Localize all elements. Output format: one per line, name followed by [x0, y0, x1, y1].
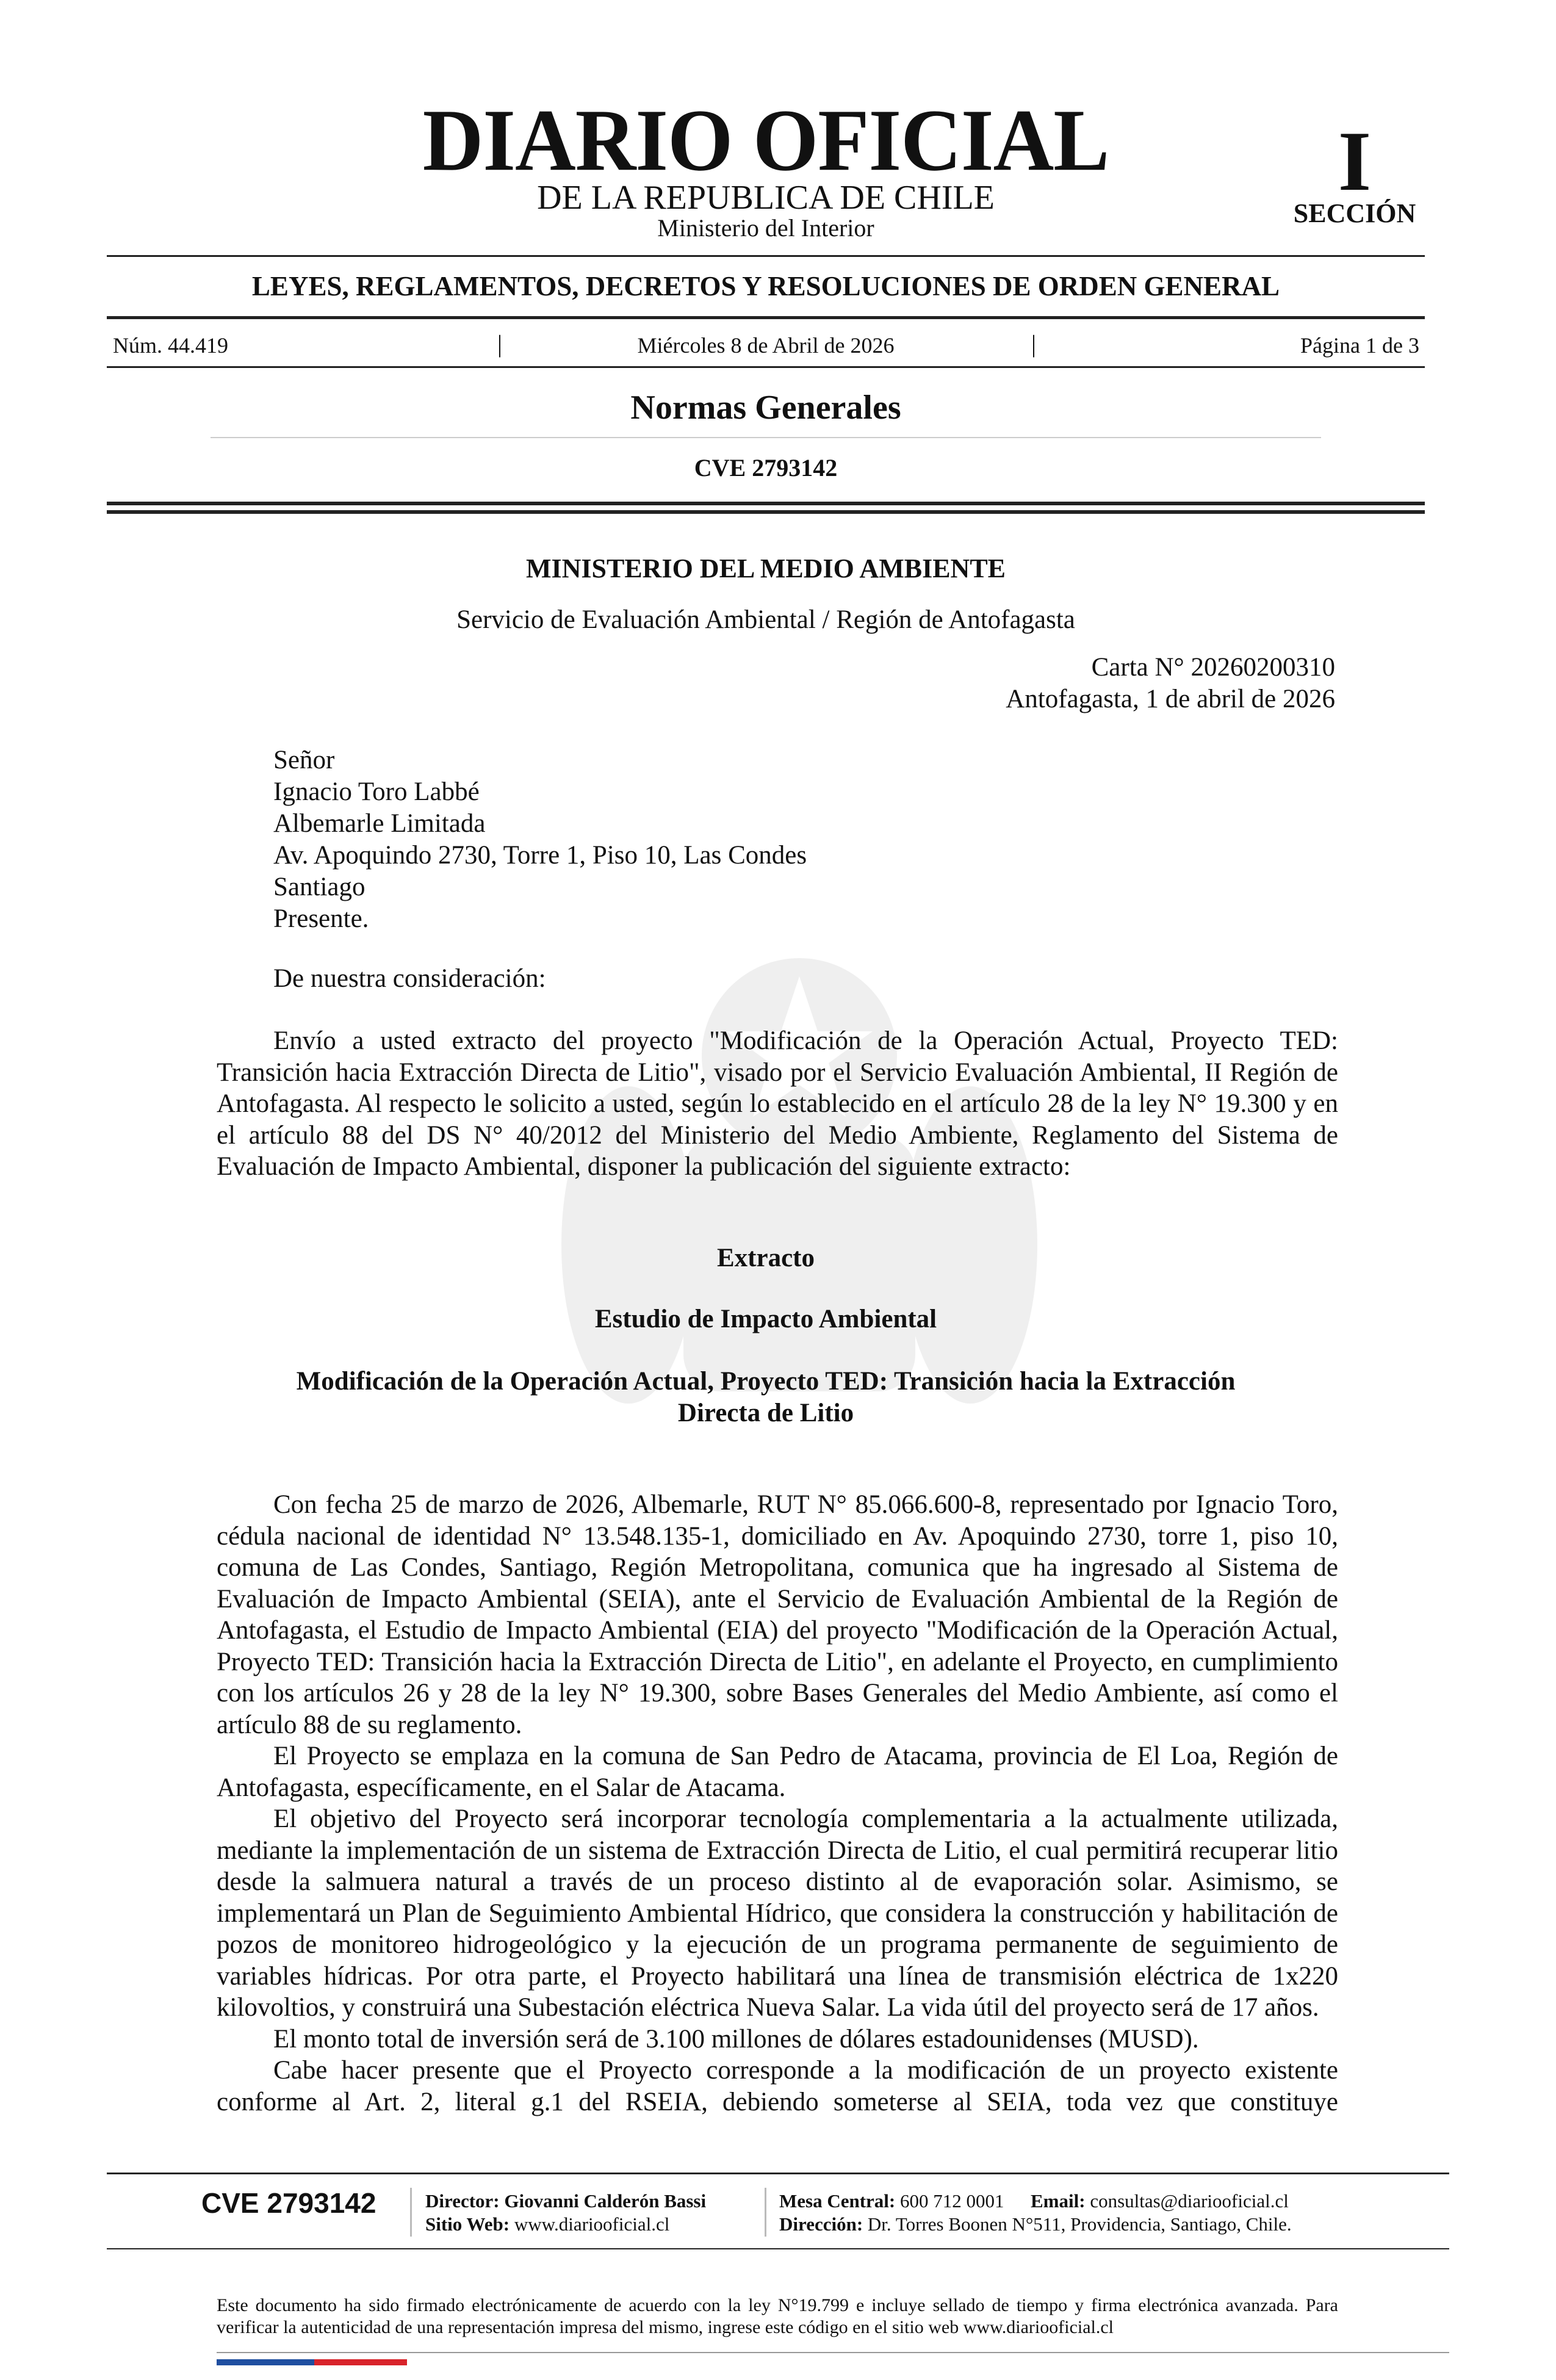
greeting: De nuestra consideración:: [273, 964, 546, 993]
footer-rule-bottom: [217, 2352, 1449, 2353]
footer-director: [425, 2190, 706, 2213]
extract-paragraph: Con fecha 25 de marzo de 2026, Albemarle, RUT N° 85.066.600-8, representado por Ignacio Toro, cédula nacional de identidad N° 13.548.135-1, domiciliado en Av. Apoquindo 2730, torre 1, piso 10, comuna de Las Condes, Santiago, Región Metropolitana, comunica que ha ingresado al Sistema de Evaluación de Impacto Ambiental (SEIA), ante el Servicio de Evaluación Ambiental de la Región de Antofagasta, el Estudio de Impacto Ambiental (EIA) del proyecto "Modificación de la Operación Actual, Proyecto TED: Transición hacia la Extracción Directa de Litio", en adelante el Proyecto, en cumplimiento con los artículos 26 y 28 de la ley N° 19.300, sobre Bases Generales del Medio Ambiente, así como el artículo 88 de su reglamento.: [217, 1490, 1338, 1739]
issue-separator: |: [497, 330, 503, 358]
section-number: I: [1338, 114, 1372, 209]
page-number: Página 1 de 3: [1300, 333, 1419, 358]
publisher-ministry: Ministerio del Interior: [657, 214, 874, 242]
footer-address: [779, 2213, 1292, 2236]
addressee-line: Av. Apoquindo 2730, Torre 1, Piso 10, Las Condes: [273, 841, 807, 870]
double-rule-bottom: [107, 510, 1425, 514]
addressee-line: Presente.: [273, 904, 369, 933]
cve-code: CVE 2793142: [694, 454, 838, 481]
section-title-rule: [211, 437, 1321, 438]
footer-contact: [779, 2190, 1289, 2213]
email-label: Email:: [1031, 2190, 1086, 2212]
flag-stripe-red: [314, 2359, 407, 2365]
footer-cve-code: CVE 2793142: [201, 2187, 376, 2219]
addressee-line: Santiago: [273, 873, 366, 901]
addressee-line: Señor: [273, 746, 335, 774]
issue-date: Miércoles 8 de Abril de 2026: [637, 333, 895, 358]
letter-place-date: Antofagasta, 1 de abril de 2026: [1006, 685, 1335, 713]
footer-website: [425, 2213, 669, 2236]
extract-paragraph: Cabe hacer presente que el Proyecto corresponde a la modificación de un proyecto existente conforme al Art. 2, literal g.1 del RSEIA, debiendo someterse al SEIA, toda vez que constituye: [217, 2056, 1338, 2116]
issue-number: Núm. 44.419: [113, 333, 228, 358]
study-type-heading: Estudio de Impacto Ambiental: [594, 1305, 937, 1333]
director-name: Giovanni Calderón Bassi: [504, 2190, 707, 2212]
addressee-block: [273, 745, 807, 935]
address-label: Dirección:: [779, 2213, 863, 2235]
footer-divider: [410, 2188, 412, 2237]
project-title: Modificación de la Operación Actual, Proyecto TED: Transición hacia la Extracción Directa de Litio: [296, 1367, 1236, 1427]
extract-heading: Extracto: [717, 1244, 815, 1272]
double-rule-top: [107, 502, 1425, 505]
footer-rule-mid: [107, 2248, 1449, 2249]
email-address[interactable]: consultas@diariooficial.cl: [1090, 2190, 1289, 2212]
phone-number: 600 712 0001: [900, 2190, 1004, 2212]
footer-divider: [765, 2188, 766, 2237]
service-line: Servicio de Evaluación Ambiental / Región de Antofagasta: [456, 605, 1075, 634]
website-label: Sitio Web:: [425, 2213, 510, 2235]
issue-rule: [107, 366, 1425, 368]
signature-disclaimer: Este documento ha sido firmado electrónicamente de acuerdo con la ley N°19.799 e incluye sellado de tiempo y firma electrónica avanzada. Para verificar la autenticidad de una representación impresa del mismo, ingrese este código en el sitio web www.diariooficial.cl: [217, 2295, 1338, 2337]
addressee-line: Albemarle Limitada: [273, 809, 486, 838]
addressee-line: Ignacio Toro Labbé: [273, 777, 480, 806]
phone-label: Mesa Central:: [779, 2190, 896, 2212]
letter-reference: Carta N° 20260200310: [1091, 653, 1335, 682]
extract-paragraph: El Proyecto se emplaza en la comuna de San Pedro de Atacama, provincia de El Loa, Región de Antofagasta, específicamente, en el Salar de Atacama.: [217, 1742, 1338, 1802]
newspaper-subtitle: DE LA REPUBLICA DE CHILE: [537, 179, 995, 217]
address-text: Dr. Torres Boonen N°511, Providencia, Santiago, Chile.: [867, 2213, 1292, 2235]
extract-paragraph: El monto total de inversión será de 3.100 millones de dólares estadounidenses (MUSD).: [273, 2024, 1199, 2054]
section-title: Normas Generales: [630, 389, 901, 427]
issue-separator: |: [1031, 330, 1037, 358]
category-heading: LEYES, REGLAMENTOS, DECRETOS Y RESOLUCIONES DE ORDEN GENERAL: [251, 271, 1280, 301]
section-label: SECCIÓN: [1293, 198, 1416, 228]
newspaper-title: DIARIO OFICIAL: [422, 91, 1109, 189]
institution-heading: MINISTERIO DEL MEDIO AMBIENTE: [525, 554, 1006, 583]
website-link[interactable]: www.diariooficial.cl: [514, 2213, 670, 2235]
category-rule-top: [107, 316, 1425, 319]
extract-paragraph: El objetivo del Proyecto será incorporar tecnología complementaria a la actualmente utilizada, mediante la implementación de un sistema de Extracción Directa de Litio, el cual permitirá recuperar litio desde la salmuera natural a través de un proceso distinto al de evaporación solar. Asimismo, se implementará un Plan de Seguimiento Ambiental Hídrico, que considera la construcción y habilitación de pozos de monitoreo hidrogeológico y la ejecución de un programa permanente de seguimiento de variables hídricas. Por otra parte, el Proyecto habilitará una línea de transmisión eléctrica de 1x220 kilovoltios, y construirá una Subestación eléctrica Nueva Salar. La vida útil del proyecto será de 17 años.: [217, 1805, 1338, 2022]
intro-paragraph: Envío a usted extracto del proyecto "Modificación de la Operación Actual, Proyecto TED: Transición hacia Extracción Directa de Litio", visado por el Servicio Evaluación Ambiental, II Región de Antofagasta. Al respecto le solicito a usted, según lo establecido en el artículo 28 de la ley N° 19.300 y en el artículo 88 del DS N° 40/2012 del Ministerio del Medio Ambiente, Reglamento del Sistema de Evaluación de Impacto Ambiental, disponer la publicación del siguiente extracto:: [217, 1026, 1338, 1181]
footer-rule-top: [107, 2173, 1449, 2174]
flag-stripe-blue: [217, 2359, 314, 2365]
director-label: Director:: [425, 2190, 500, 2212]
extract-body: [217, 1489, 1338, 2118]
masthead-rule: [107, 255, 1425, 257]
